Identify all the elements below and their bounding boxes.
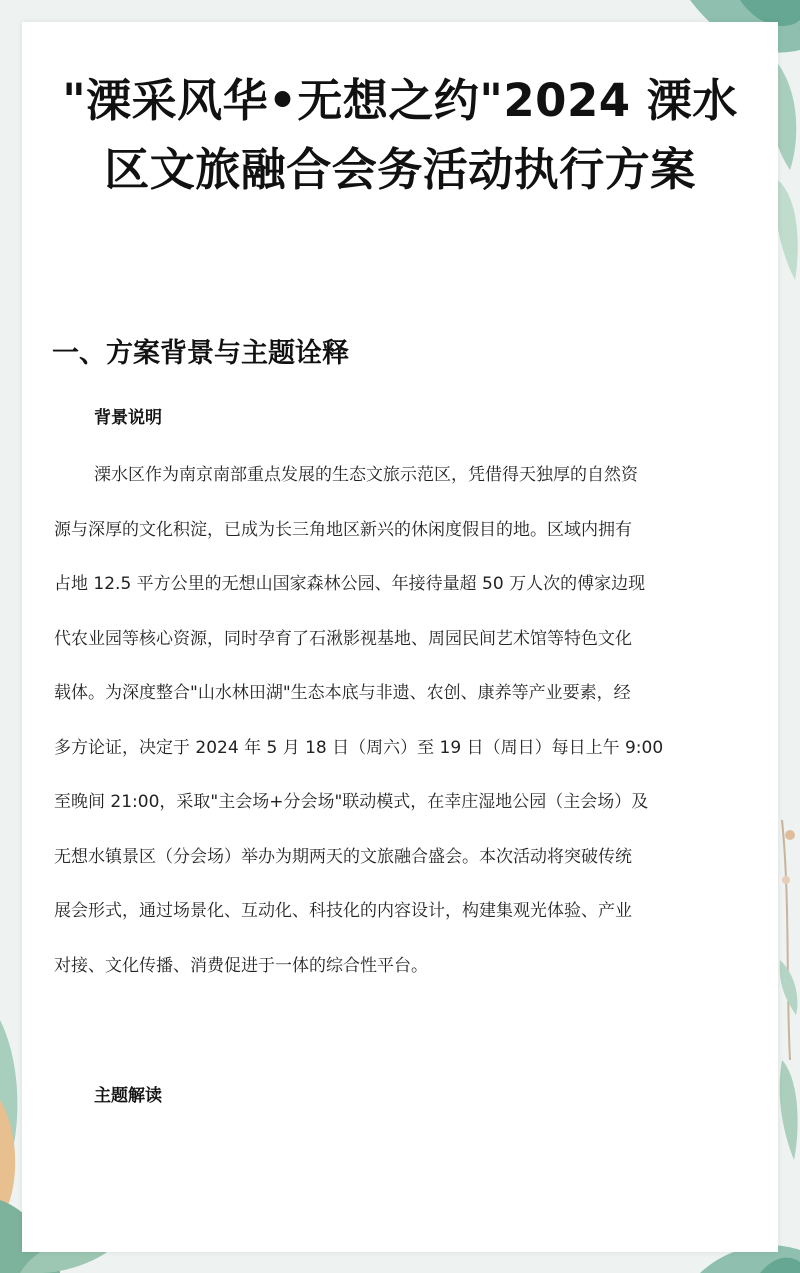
paragraph-line: 载体。为深度整合"山水林田湖"生态本底与非遗、农创、康养等产业要素，经 — [54, 683, 631, 703]
paragraph-line: 源与深厚的文化积淀，已成为长三角地区新兴的休闲度假目的地。区域内拥有 — [54, 519, 632, 540]
paragraph-line: 至晚间 21:00，采取"主会场+分会场"联动模式，在幸庄湿地公园（主会场）及 — [54, 792, 649, 812]
section-heading-background-theme: 一、方案背景与主题诠释 — [52, 338, 349, 369]
background-paragraph — [54, 448, 752, 993]
paragraph-line: 无想水镇景区（分会场）举办为期两天的文旅融合盛会。本次活动将突破传统 — [54, 846, 632, 867]
paragraph-line: 代农业园等核心资源，同时孕育了石湫影视基地、周园民间艺术馆等特色文化 — [54, 628, 632, 649]
paragraph-line: 占地 12.5 平方公里的无想山国家森林公园、年接待量超 50 万人次的傅家边现 — [54, 574, 646, 594]
document-title: "溧采风华•无想之约"2024 溧水区文旅融合会务活动执行方案 — [62, 74, 738, 196]
paragraph-line: 多方论证，决定于 2024 年 5 月 18 日（周六）至 19 日（周日）每日上午 9:00 — [54, 737, 664, 758]
paragraph-line: 溧水区作为南京南部重点发展的生态文旅示范区，凭借得天独厚的自然资 — [94, 465, 638, 485]
paragraph-line: 对接、文化传播、消费促进于一体的综合性平台。 — [54, 955, 428, 976]
subheading-theme: 主题解读 — [94, 1086, 162, 1106]
subheading-background: 背景说明 — [94, 408, 162, 428]
paragraph-line: 展会形式，通过场景化、互动化、科技化的内容设计，构建集观光体验、产业 — [54, 901, 632, 921]
